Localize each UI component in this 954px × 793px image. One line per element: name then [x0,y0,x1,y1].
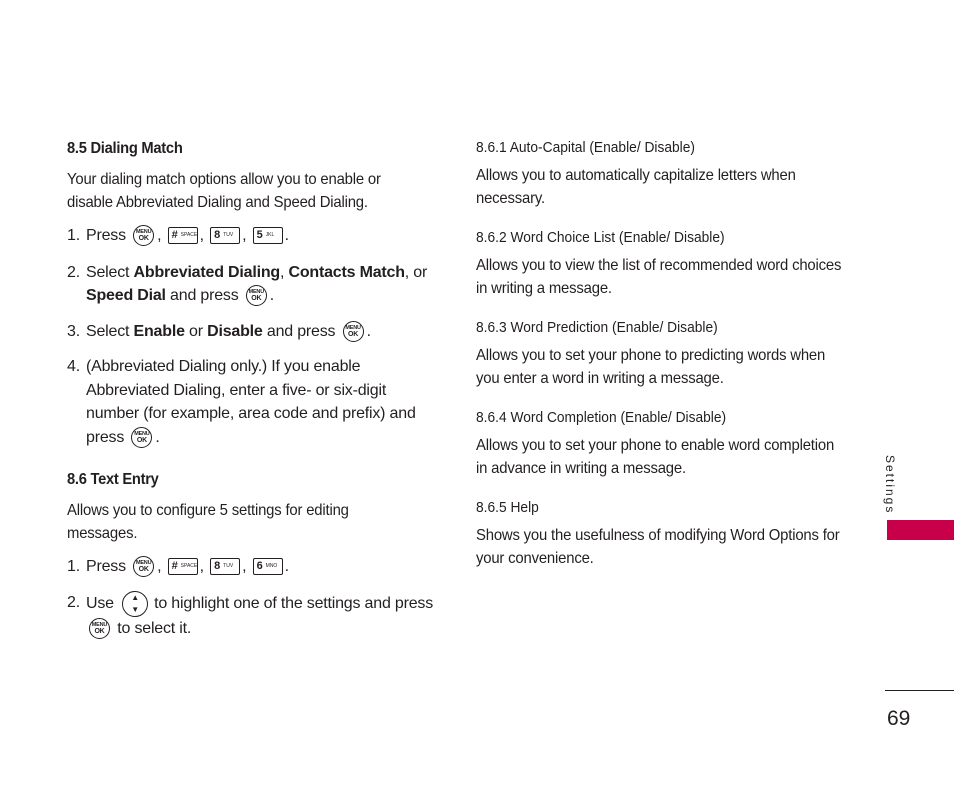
chapter-tab [887,520,954,540]
menu-ok-key-icon: MENU OK [89,618,110,639]
menu-ok-key-icon: MENU OK [343,321,364,342]
text-entry-intro: Allows you to configure 5 settings for editing messages. [67,502,349,542]
section-heading-dialing-match: 8.5 Dialing Match [67,140,183,157]
eight-tuv-key-icon: 8 TUV [210,227,240,244]
text-entry-steps [67,555,437,640]
navigation-key-icon: ▲ ▼ [122,591,148,617]
page-number-rule [885,690,954,691]
five-jkl-key-icon: 5 JKL [253,227,283,244]
hash-space-key-icon: # SPACE [168,558,198,575]
subsection-body: Allows you to set your phone to predicting words when you enter a word in writing a message. [476,347,826,387]
subsection-body: Shows you the usefulness of modifying Word Options for your convenience. [476,527,840,567]
list-item: 1. Press MENU OK , # SPACE , 8 TUV , 5 JKL . [67,224,437,248]
subsection-word-prediction [476,320,871,390]
list-item: 3. Select Enable or Disable and press MENU OK . [67,320,437,344]
subsection-heading: 8.6.5 Help [476,500,539,516]
subsection-heading: 8.6.4 Word Completion (Enable/ Disable) [476,410,727,426]
subsection-help [476,500,871,570]
menu-ok-key-icon: MENU OK [133,556,154,577]
menu-ok-key-icon: MENU OK [133,225,154,246]
subsection-heading: 8.6.3 Word Prediction (Enable/ Disable) [476,320,718,336]
list-item: 4. (Abbreviated Dialing only.) If you enable Abbreviated Dialing, enter a five- or six-digit number (for example, area code and prefix) and press MENU OK . [67,355,437,449]
section-heading-text-entry: 8.6 Text Entry [67,471,159,488]
subsection-body: Allows you to automatically capitalize letters when necessary. [476,167,796,207]
page-number: 69 [887,707,911,730]
subsection-heading: 8.6.1 Auto-Capital (Enable/ Disable) [476,140,696,156]
menu-ok-key-icon: MENU OK [131,427,152,448]
hash-space-key-icon: # SPACE [168,227,198,244]
subsection-auto-capital [476,140,871,210]
subsection-heading: 8.6.2 Word Choice List (Enable/ Disable) [476,230,725,246]
eight-tuv-key-icon: 8 TUV [210,558,240,575]
menu-ok-key-icon: MENU OK [246,285,267,306]
dialing-match-intro: Your dialing match options allow you to enable or disable Abbreviated Dialing and Speed Dialing. [67,171,381,211]
subsection-body: Allows you to set your phone to enable word completion in advance in writing a message. [476,437,835,477]
six-mno-key-icon: 6 MNO [253,558,283,575]
subsection-word-choice-list [476,230,871,300]
list-item: 2. Use ▲ ▼ to highlight one of the settings and press MENU OK to select it. [67,591,437,641]
list-item: 1. Press MENU OK , # SPACE , 8 TUV , 6 MNO . [67,555,437,579]
chapter-side-label: Settings [883,455,897,515]
dialing-match-steps [67,224,437,449]
subsection-body: Allows you to view the list of recommended word choices in writing a message. [476,257,842,297]
list-item: 2. Select Abbreviated Dialing, Contacts Match, or Speed Dial and press MENU OK . [67,261,437,308]
subsection-word-completion [476,410,871,480]
left-column [67,140,437,640]
right-column [476,140,871,570]
